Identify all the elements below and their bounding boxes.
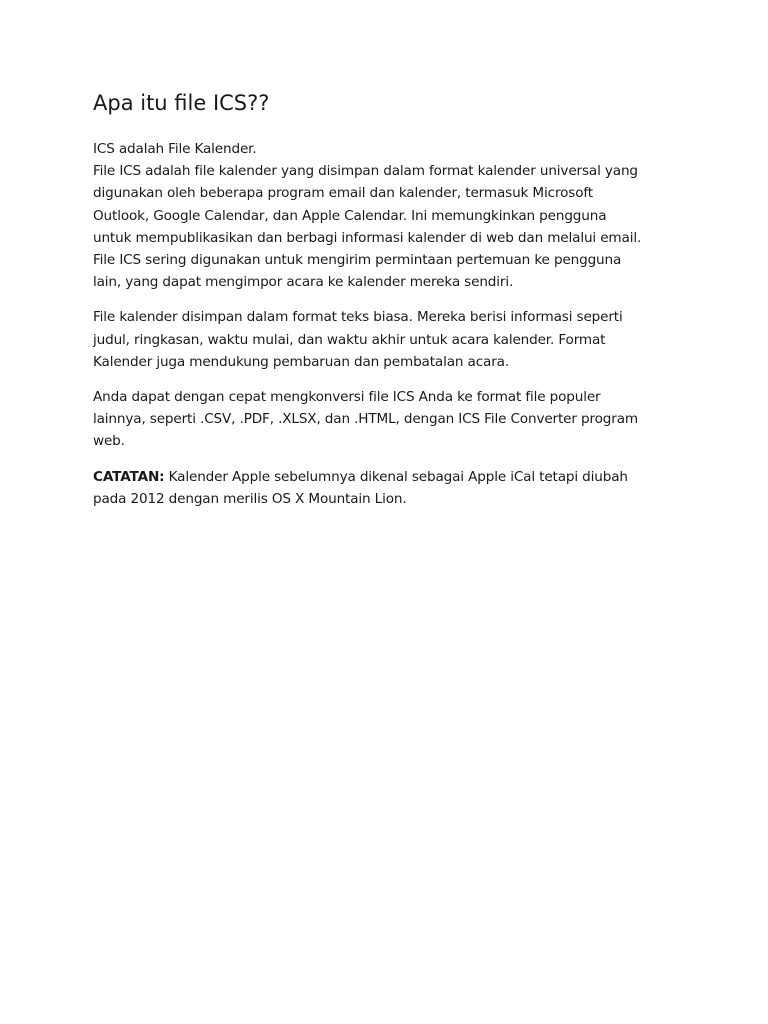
note-text: Kalender Apple sebelumnya dikenal sebagai Apple iCal tetapi diubah (164, 468, 628, 485)
paragraph-line: digunakan oleh beberapa program email dan kalender, termasuk Microsoft (93, 185, 593, 202)
paragraph-line: File ICS sering digunakan untuk mengirim permintaan pertemuan ke pengguna (93, 252, 622, 269)
paragraph-line: untuk mempublikasikan dan berbagi informasi kalender di web dan melalui email. (93, 229, 642, 246)
paragraph-line: judul, ringkasan, waktu mulai, dan waktu akhir untuk acara kalender. Format (93, 331, 606, 348)
note-label: CATATAN: (93, 468, 165, 485)
document-title: Apa itu file ICS?? (93, 91, 270, 115)
paragraph-line: File ICS adalah file kalender yang disimpan dalam format kalender universal yang (93, 163, 638, 180)
paragraph-convert (93, 386, 693, 453)
paragraph-intro (93, 138, 693, 293)
paragraph-line: lainnya, seperti .CSV, .PDF, .XLSX, dan .HTML, dengan ICS File Converter program (93, 411, 638, 428)
note-line: pada 2012 dengan merilis OS X Mountain Lion. (93, 490, 407, 507)
paragraph-line: web. (93, 433, 125, 450)
paragraph-line: Outlook, Google Calendar, dan Apple Calendar. Ini memungkinkan pengguna (93, 207, 607, 224)
note-line (93, 466, 693, 488)
paragraph-line: ICS adalah File Kalender. (93, 141, 257, 157)
paragraph-line: Kalender juga mendukung pembaruan dan pembatalan acara. (93, 353, 510, 370)
paragraph-line: lain, yang dapat mengimpor acara ke kalender mereka sendiri. (93, 274, 514, 291)
paragraph-line: Anda dapat dengan cepat mengkonversi file ICS Anda ke format file populer (93, 389, 601, 406)
document-page (93, 86, 693, 523)
paragraph-format (93, 306, 693, 373)
paragraph-note (93, 466, 693, 510)
paragraph-line: File kalender disimpan dalam format teks biasa. Mereka berisi informasi seperti (93, 309, 623, 326)
